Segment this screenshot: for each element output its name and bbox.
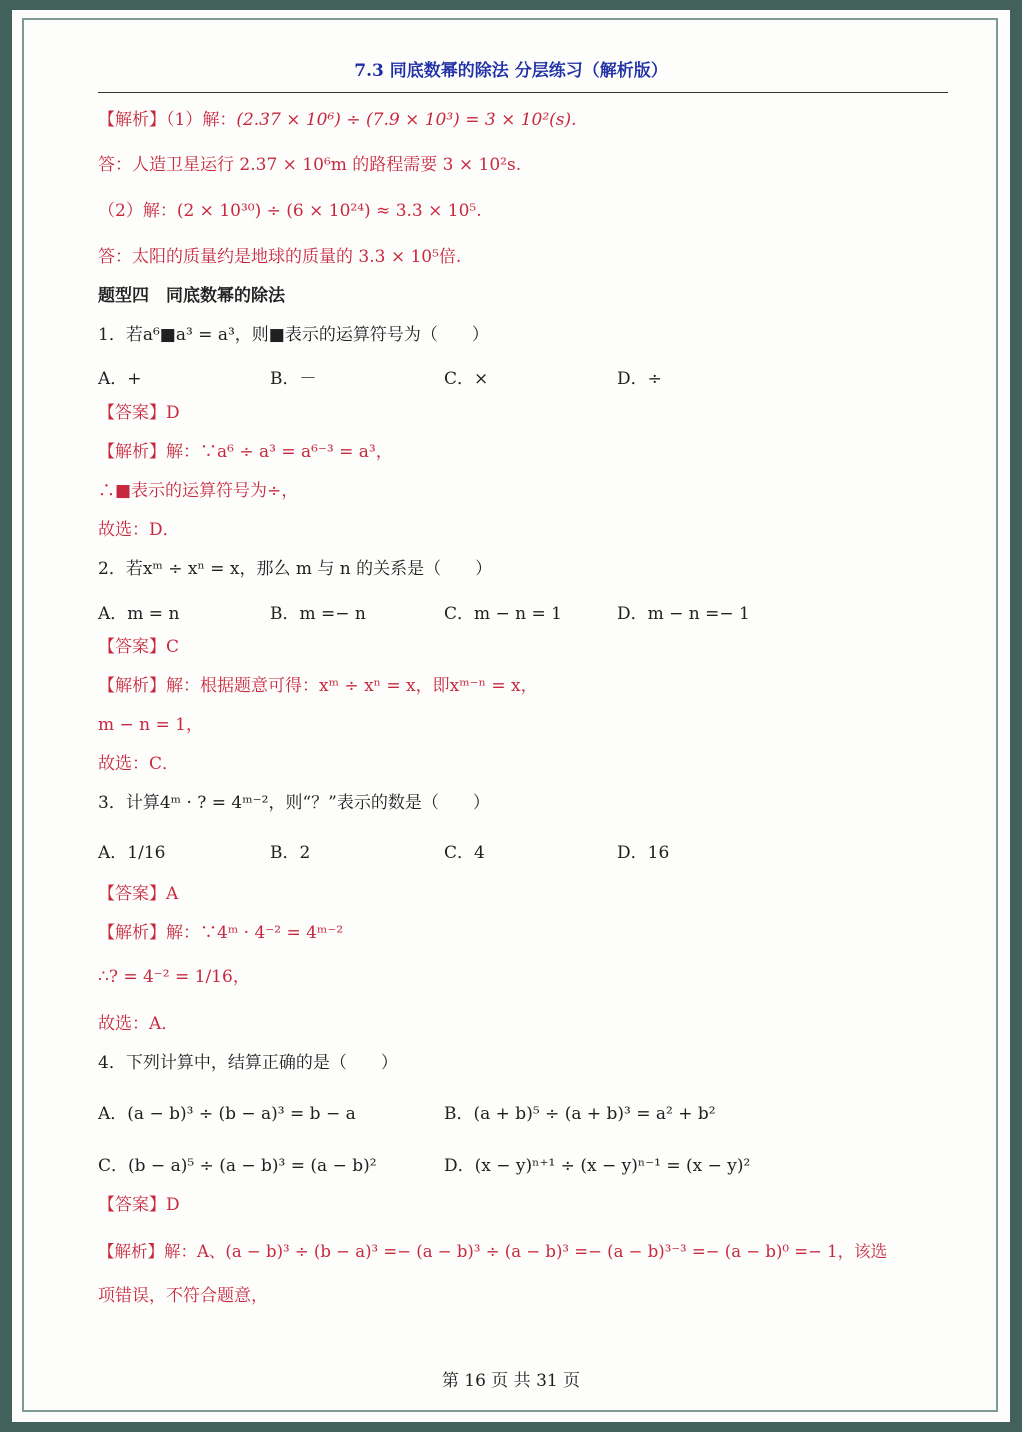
q2-option-d: D．m − n =− 1 <box>617 604 750 624</box>
solution-tag: 【解析】 <box>98 110 166 130</box>
header-rule <box>98 92 948 93</box>
q3-solution-3: 故选：A． <box>98 1014 179 1034</box>
q2-solution-3: 故选：C． <box>98 754 180 774</box>
q2-answer: 【答案】C <box>98 637 180 657</box>
section-title: 题型四 同底数幂的除法 <box>98 286 285 306</box>
q2-solution-2: m − n = 1， <box>98 715 203 735</box>
q1-option-d: D．÷ <box>617 369 662 389</box>
q4-solution-2: 项错误，不符合题意， <box>98 1286 268 1306</box>
prev-solution-line-3: （2）解：(2 × 10³⁰) ÷ (6 × 10²⁴) ≈ 3.3 × 10⁵. <box>98 201 482 221</box>
q3-option-a: A．1/16 <box>98 843 166 863</box>
q4-option-a: A．(a − b)³ ÷ (b − a)³ = b − a <box>98 1104 356 1124</box>
q3-option-c: C．4 <box>444 843 485 863</box>
prev-solution-line-2: 答：人造卫星运行 2.37 × 10⁶m 的路程需要 3 × 10²s. <box>98 155 522 175</box>
q2-option-a: A．m = n <box>98 604 180 624</box>
prev-solution-line-4: 答：太阳的质量约是地球的质量的 3.3 × 10⁵倍. <box>98 247 462 267</box>
q4-stem: 4．下列计算中，结算正确的是（ ） <box>98 1053 398 1073</box>
q4-option-b: B．(a + b)⁵ ÷ (a + b)³ = a² + b² <box>444 1104 716 1124</box>
q3-solution-1: 【解析】解：∵4ᵐ · 4⁻² = 4ᵐ⁻² <box>98 923 344 943</box>
q2-stem: 2．若xᵐ ÷ xⁿ = x，那么 m 与 n 的关系是（ ） <box>98 559 493 579</box>
q2-option-b: B．m =− n <box>270 604 366 624</box>
page-number-footer: 第 16 页 共 31 页 <box>441 1371 581 1391</box>
q3-option-b: B．2 <box>270 843 311 863</box>
page-header-title: 7.3 同底数幂的除法 分层练习（解析版） <box>354 61 668 81</box>
q1-stem: 1．若a⁶■a³ = a³，则■表示的运算符号为（ ） <box>98 325 489 345</box>
q3-answer: 【答案】A <box>98 884 179 904</box>
q3-stem: 3．计算4ᵐ · ? = 4ᵐ⁻²，则“？”表示的数是（ ） <box>98 793 490 813</box>
q2-solution-1: 【解析】解：根据题意可得：xᵐ ÷ xⁿ = x，即xᵐ⁻ⁿ = x， <box>98 676 538 696</box>
q4-option-d: D．(x − y)ⁿ⁺¹ ÷ (x − y)ⁿ⁻¹ = (x − y)² <box>444 1156 751 1176</box>
q1-option-b: B．－ <box>270 369 317 389</box>
q1-solution-3: 故选：D． <box>98 520 180 540</box>
q3-solution-2: ∴? = 4⁻² = 1/16， <box>98 967 250 987</box>
q3-option-d: D．16 <box>617 843 670 863</box>
q1-option-c: C．× <box>444 369 489 389</box>
q4-solution-1: 【解析】解：A、(a − b)³ ÷ (b − a)³ =− (a − b)³ ÷ (a − b)³ =− (a − b)³⁻³ =− (a − b)⁰ =− 1，该选 <box>98 1242 888 1261</box>
q4-option-c: C．(b − a)⁵ ÷ (a − b)³ = (a − b)² <box>98 1156 377 1176</box>
q1-option-a: A．+ <box>98 369 142 389</box>
q1-answer: 【答案】D <box>98 403 180 423</box>
q1-solution-1: 【解析】解：∵a⁶ ÷ a³ = a⁶⁻³ = a³， <box>98 442 393 462</box>
q1-solution-2: ∴■表示的运算符号为÷， <box>98 481 299 501</box>
q2-option-c: C．m − n = 1 <box>444 604 562 624</box>
document-page <box>12 10 1010 1422</box>
q4-answer: 【答案】D <box>98 1195 180 1215</box>
prev-solution-line-1: 【解析】（1）解：(2.37 × 10⁶) ÷ (7.9 × 10³) = 3 × 10²(s). <box>98 110 577 130</box>
